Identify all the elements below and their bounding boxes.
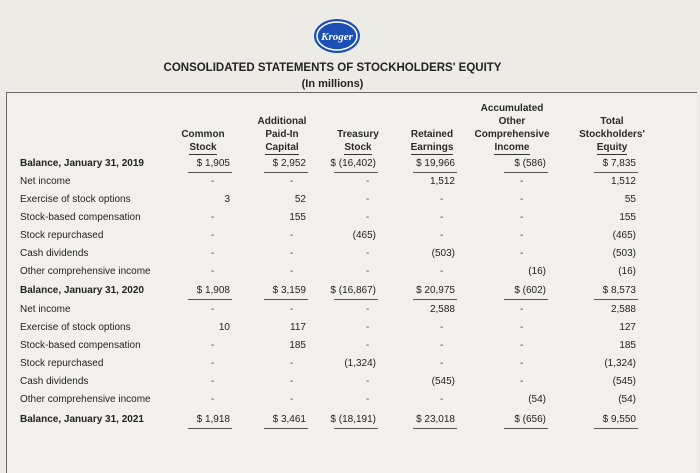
row-label: Exercise of stock options [20,194,131,205]
kroger-logo [312,17,362,55]
empty-cell-dash: - [290,376,294,387]
empty-cell-dash: - [440,394,444,405]
value-cell: $ 23,018 [416,414,455,425]
value-cell: 127 [619,322,636,333]
value-cell: 3 [224,194,230,205]
value-cell: (465) [612,230,636,241]
total-rule [188,299,232,300]
value-cell: (465) [352,230,376,241]
column-header-line: Treasury [337,129,379,140]
empty-cell-dash: - [440,266,444,277]
value-cell: $ (16,402) [330,158,376,169]
empty-cell-dash: - [366,376,370,387]
value-cell: 52 [294,194,306,205]
empty-cell-dash: - [520,340,524,351]
value-cell: 185 [619,340,636,351]
empty-cell-dash: - [520,358,524,369]
row-label: Stock repurchased [20,230,104,241]
value-cell: (503) [431,248,455,259]
empty-cell-dash: - [211,304,215,315]
empty-cell-dash: - [366,194,370,205]
total-rule [264,172,308,173]
total-rule [188,172,232,173]
empty-cell-dash: - [366,266,370,277]
row-label: Other comprehensive income [20,266,151,277]
column-header-line: Total [600,116,624,127]
value-cell: $ (16,867) [330,285,376,296]
column-header-line [462,141,562,154]
value-cell: (503) [612,248,636,259]
empty-cell-dash: - [211,248,215,259]
empty-cell-dash: - [520,230,524,241]
value-cell: (1,324) [344,358,376,369]
value-cell: $ 1,918 [196,414,230,425]
empty-cell-dash: - [211,230,215,241]
empty-cell-dash: - [211,394,215,405]
value-cell: (1,324) [604,358,636,369]
total-rule [334,428,378,429]
column-header-line: Additional [257,116,307,127]
value-cell: 10 [218,322,230,333]
value-cell: $ 9,550 [602,414,636,425]
empty-cell-dash: - [290,358,294,369]
empty-cell-dash: - [211,340,215,351]
total-rule [504,172,548,173]
empty-cell-dash: - [211,176,215,187]
row-label: Other comprehensive income [20,394,151,405]
column-header-line: Other [498,116,526,127]
empty-cell-dash: - [211,266,215,277]
total-rule [504,428,548,429]
row-label: Balance, January 31, 2021 [20,414,144,425]
value-cell: 2,588 [429,304,455,315]
total-rule [413,428,457,429]
value-cell: $ 1,908 [196,285,230,296]
column-header-line: Accumulated [480,103,544,114]
total-rule [188,428,232,429]
logo-text: Kroger [321,31,353,43]
value-cell: (545) [431,376,455,387]
value-cell: $ (602) [514,285,546,296]
value-cell: $ 19,966 [416,158,455,169]
empty-cell-dash: - [211,376,215,387]
value-cell: 1,512 [610,176,636,187]
row-label: Exercise of stock options [20,322,131,333]
value-cell: 1,512 [429,176,455,187]
value-cell: $ (656) [514,414,546,425]
value-cell: (54) [618,394,636,405]
empty-cell-dash: - [290,176,294,187]
empty-cell-dash: - [290,248,294,259]
value-cell: $ (586) [514,158,546,169]
total-rule [413,299,457,300]
empty-cell-dash: - [440,212,444,223]
column-header-underlined: Equity [596,142,628,153]
empty-cell-dash: - [366,322,370,333]
column-header-underlined: Earnings [410,142,454,153]
empty-cell-dash: - [520,248,524,259]
row-label: Balance, January 31, 2020 [20,285,144,296]
empty-cell-dash: - [520,304,524,315]
row-label: Stock-based compensation [20,340,141,351]
empty-cell-dash: - [520,322,524,333]
value-cell: $ 7,835 [602,158,636,169]
row-label: Balance, January 31, 2019 [20,158,144,169]
row-label: Net income [20,304,71,315]
value-cell: $ 3,159 [272,285,306,296]
empty-cell-dash: - [211,358,215,369]
empty-cell-dash: - [440,194,444,205]
value-cell: (16) [528,266,546,277]
value-cell: $ 3,461 [272,414,306,425]
value-cell: (54) [528,394,546,405]
value-cell: $ 8,573 [602,285,636,296]
empty-cell-dash: - [211,212,215,223]
total-rule [334,172,378,173]
total-rule [413,172,457,173]
total-rule [594,428,638,429]
column-header-line: Common [181,129,225,140]
column-header-line: Paid-In [265,129,299,140]
column-header-underlined: Stock [344,142,372,153]
row-label: Stock repurchased [20,358,104,369]
value-cell: 185 [289,340,306,351]
value-cell: (545) [612,376,636,387]
empty-cell-dash: - [440,230,444,241]
column-header-line: Stockholders' [579,129,645,140]
empty-cell-dash: - [520,194,524,205]
statement-subtitle: (In millions) [301,78,364,90]
value-cell: (16) [618,266,636,277]
empty-cell-dash: - [520,376,524,387]
value-cell: $ (18,191) [330,414,376,425]
empty-cell-dash: - [440,322,444,333]
total-rule [594,299,638,300]
empty-cell-dash: - [520,176,524,187]
row-label: Cash dividends [20,248,89,259]
empty-cell-dash: - [366,248,370,259]
value-cell: 55 [624,194,636,205]
value-cell: 155 [289,212,306,223]
total-rule [264,428,308,429]
column-header-line: Comprehensive [474,129,550,140]
empty-cell-dash: - [440,358,444,369]
column-header-line [562,141,662,154]
empty-cell-dash: - [290,304,294,315]
column-header-line: Retained [410,129,454,140]
column-header-underlined: Income [494,142,530,153]
empty-cell-dash: - [366,176,370,187]
value-cell: 2,588 [610,304,636,315]
statement-title: CONSOLIDATED STATEMENTS OF STOCKHOLDERS' EQUITY [163,62,502,74]
value-cell: 117 [290,322,306,333]
value-cell: $ 20,975 [416,285,455,296]
empty-cell-dash: - [366,212,370,223]
empty-cell-dash: - [520,212,524,223]
value-cell: 155 [619,212,636,223]
row-label: Net income [20,176,71,187]
empty-cell-dash: - [290,230,294,241]
total-rule [334,299,378,300]
column-header-underlined: Capital [265,142,299,153]
empty-cell-dash: - [290,394,294,405]
empty-cell-dash: - [290,266,294,277]
total-rule [594,172,638,173]
column-header-underlined: Stock [189,142,217,153]
total-rule [504,299,548,300]
value-cell: $ 1,905 [196,158,230,169]
empty-cell-dash: - [366,304,370,315]
empty-cell-dash: - [366,340,370,351]
empty-cell-dash: - [366,394,370,405]
row-label: Stock-based compensation [20,212,141,223]
value-cell: $ 2,952 [272,158,306,169]
total-rule [264,299,308,300]
empty-cell-dash: - [440,340,444,351]
row-label: Cash dividends [20,376,89,387]
